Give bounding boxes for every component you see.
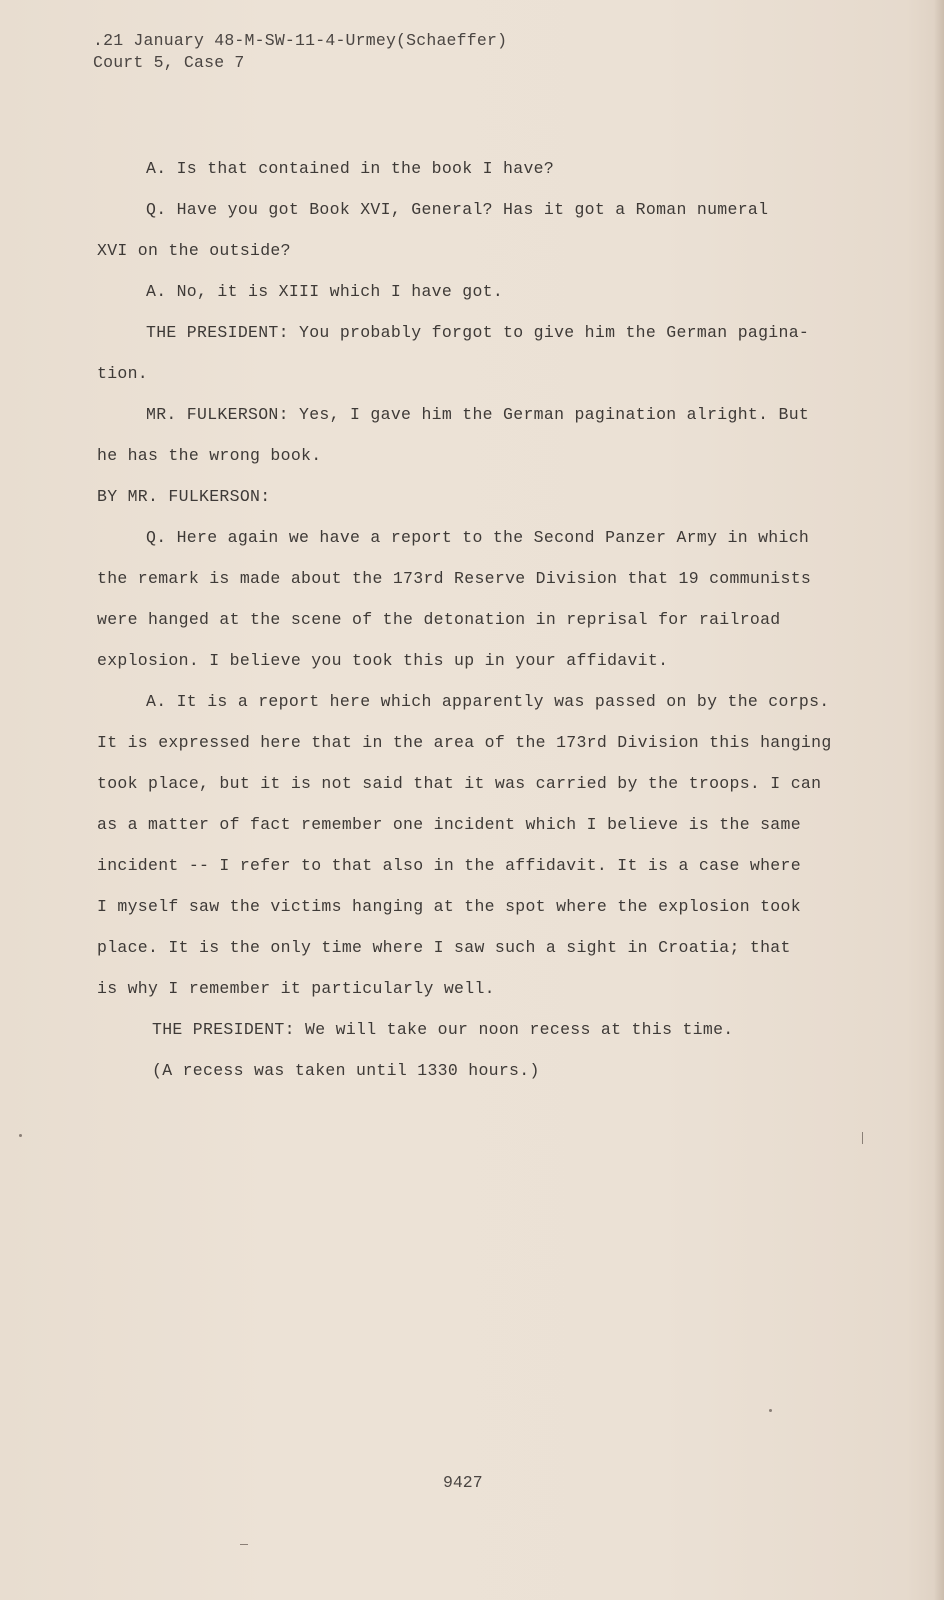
transcript-line: the remark is made about the 173rd Reserve Division that 19 communists [97, 569, 812, 588]
transcript-line: were hanged at the scene of the detonation in reprisal for railroad [97, 610, 781, 629]
transcript-line: THE PRESIDENT: You probably forgot to give him the German pagina- [146, 323, 810, 342]
header-line-court-case: Court 5, Case 7 [93, 53, 245, 72]
transcript-line: A. It is a report here which apparently was passed on by the corps. [146, 692, 830, 711]
transcript-line: tion. [97, 364, 149, 383]
header-line-date-reference: .21 January 48-M-SW-11-4-Urmey(Schaeffer) [93, 31, 508, 50]
transcript-line: Q. Have you got Book XVI, General? Has it got a Roman numeral [146, 200, 769, 219]
transcript-line: is why I remember it particularly well. [97, 979, 495, 998]
transcript-line: Q. Here again we have a report to the Second Panzer Army in which [146, 528, 810, 547]
transcript-line: explosion. I believe you took this up in your affidavit. [97, 651, 669, 670]
page-number: 9427 [443, 1473, 483, 1492]
transcript-line: XVI on the outside? [97, 241, 291, 260]
transcript-line: incident -- I refer to that also in the affidavit. It is a case where [97, 856, 801, 875]
transcript-line: place. It is the only time where I saw such a sight in Croatia; that [97, 938, 791, 957]
transcript-line: A. No, it is XIII which I have got. [146, 282, 504, 301]
transcript-line: he has the wrong book. [97, 446, 322, 465]
page-edge-shadow [934, 0, 944, 1600]
transcript-line: It is expressed here that in the area of the 173rd Division this hanging [97, 733, 832, 752]
transcript-line: A. Is that contained in the book I have? [146, 159, 555, 178]
paper-speck [769, 1409, 772, 1412]
transcript-line: (A recess was taken until 1330 hours.) [152, 1061, 540, 1080]
transcript-line: as a matter of fact remember one incident which I believe is the same [97, 815, 801, 834]
paper-speck [240, 1544, 248, 1545]
transcript-line: I myself saw the victims hanging at the spot where the explosion took [97, 897, 801, 916]
transcript-body [97, 148, 857, 1091]
transcript-line: THE PRESIDENT: We will take our noon recess at this time. [152, 1020, 734, 1039]
paper-speck [19, 1134, 22, 1137]
transcript-line: took place, but it is not said that it was carried by the troops. I can [97, 774, 822, 793]
transcript-line: BY MR. FULKERSON: [97, 487, 271, 506]
paper-speck [862, 1132, 863, 1144]
transcript-line: MR. FULKERSON: Yes, I gave him the German pagination alright. But [146, 405, 810, 424]
document-header [93, 30, 507, 74]
